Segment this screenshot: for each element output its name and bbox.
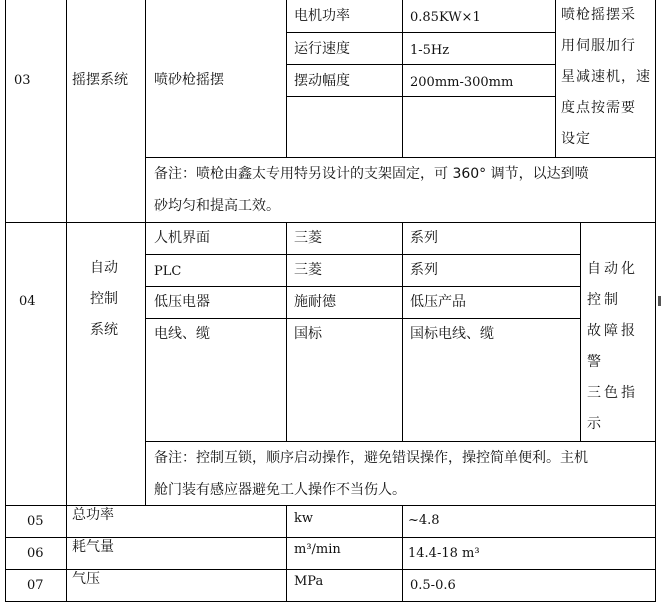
- spec-value-amplitude: 200mm-300mm: [410, 75, 514, 90]
- component-hmi-name: 人机界面: [154, 230, 210, 246]
- row03-line-2: [286, 64, 555, 65]
- col-divider-spec-value: [402, 0, 403, 157]
- row04-note-line: 备注：控制互锁，顺序启动操作，避免错误操作，操控简单便利。主机: [154, 450, 588, 466]
- component-lowvoltage-type: 低压产品: [410, 294, 466, 310]
- row04-line-3: [145, 318, 580, 319]
- row03-remark: [561, 0, 653, 155]
- row04-remark-line: 自动化: [587, 261, 638, 277]
- row03-line-1: [286, 32, 555, 33]
- component-hmi-brand: 三菱: [294, 230, 322, 246]
- col-divider-no: [66, 0, 67, 602]
- row04-remark: [587, 254, 653, 440]
- row04-top: [5, 222, 655, 223]
- component-cable-brand: 国标: [294, 326, 322, 342]
- component-plc-brand: 三菱: [294, 262, 322, 278]
- row03-note-line: 备注：喷枪由鑫太专用特另设计的支架固定，可 360° 调节，以达到喷: [154, 166, 589, 182]
- component-plc-type: 系列: [410, 262, 438, 278]
- row04-line-2: [145, 286, 580, 287]
- component-plc-name: PLC: [154, 264, 182, 279]
- row04-remark-line: 警: [587, 354, 604, 370]
- row07-unit: MPa: [294, 574, 324, 589]
- row04-line-1: [145, 254, 580, 255]
- row07-name: 气压: [72, 571, 100, 587]
- row04-remark-line: 示: [587, 416, 604, 432]
- col-divider-unit: [286, 505, 287, 602]
- row03-remark-line: 度点按需要: [561, 100, 636, 116]
- row04-remark-line: 故障报: [587, 323, 638, 339]
- row03-number: 03: [14, 73, 31, 88]
- row03-remark-line: 星减速机，速: [561, 69, 651, 85]
- row07-value: 0.5-0.6: [410, 578, 456, 593]
- row06-top: [5, 537, 655, 538]
- table-border-left: [5, 0, 6, 602]
- row04-note-line: 舱门装有感应器避免工人操作不当伤人。: [154, 482, 406, 498]
- table-border-right: [655, 0, 656, 602]
- row04-remark-line: 控制: [587, 292, 621, 308]
- row06-number: 06: [27, 546, 44, 561]
- col-divider-spec-label: [286, 0, 287, 157]
- row04-name: [90, 253, 140, 346]
- row04-name-line: 自动: [90, 260, 118, 276]
- row06-name: 耗气量: [72, 539, 114, 555]
- row03-remark-line: 设定: [561, 131, 591, 147]
- row05-name: 总功率: [72, 507, 114, 523]
- col-divider-name: [145, 0, 146, 505]
- spec-value-power: 0.85KW×1: [410, 10, 481, 25]
- row03-line-3: [286, 96, 555, 97]
- col-divider-remark-03: [555, 0, 556, 157]
- row05-number: 05: [27, 514, 44, 529]
- row03-note-line: 砂均匀和提高工效。: [154, 198, 280, 214]
- row03-remark-line: 喷枪摇摆采: [561, 7, 636, 23]
- spec-label-power: 电机功率: [294, 8, 350, 24]
- row03-remark-line: 用伺服加行: [561, 38, 636, 54]
- row07-top: [5, 569, 655, 570]
- component-cable-name: 电线、缆: [154, 326, 210, 342]
- row04-number: 04: [19, 294, 36, 309]
- row03-item: 喷砂枪摇摆: [154, 72, 224, 88]
- spec-label-amplitude: 摆动幅度: [294, 73, 350, 89]
- component-cable-type: 国标电线、缆: [410, 326, 494, 342]
- spec-label-speed: 运行速度: [294, 41, 350, 57]
- row07-number: 07: [27, 578, 44, 593]
- component-lowvoltage-brand: 施耐德: [294, 294, 336, 310]
- row06-value: 14.4-18 m³: [408, 546, 480, 561]
- row04-name-line: 系统: [90, 322, 118, 338]
- page-edge-mark: [658, 296, 661, 306]
- col-divider-value: [402, 505, 403, 602]
- row04-remark-line: 三色指: [587, 385, 638, 401]
- row04-note: [154, 442, 652, 506]
- row06-unit: m³/min: [294, 542, 341, 557]
- col-divider-remark-04: [580, 222, 581, 441]
- component-hmi-type: 系列: [410, 230, 438, 246]
- spec-value-speed: 1-5Hz: [410, 43, 450, 58]
- row05-unit: kw: [294, 511, 314, 526]
- row05-value: ~4.8: [408, 513, 440, 528]
- row03-name: 摇摆系统: [72, 72, 128, 88]
- row03-note: [154, 158, 652, 222]
- row04-name-line: 控制: [90, 291, 118, 307]
- component-lowvoltage-name: 低压电器: [154, 294, 210, 310]
